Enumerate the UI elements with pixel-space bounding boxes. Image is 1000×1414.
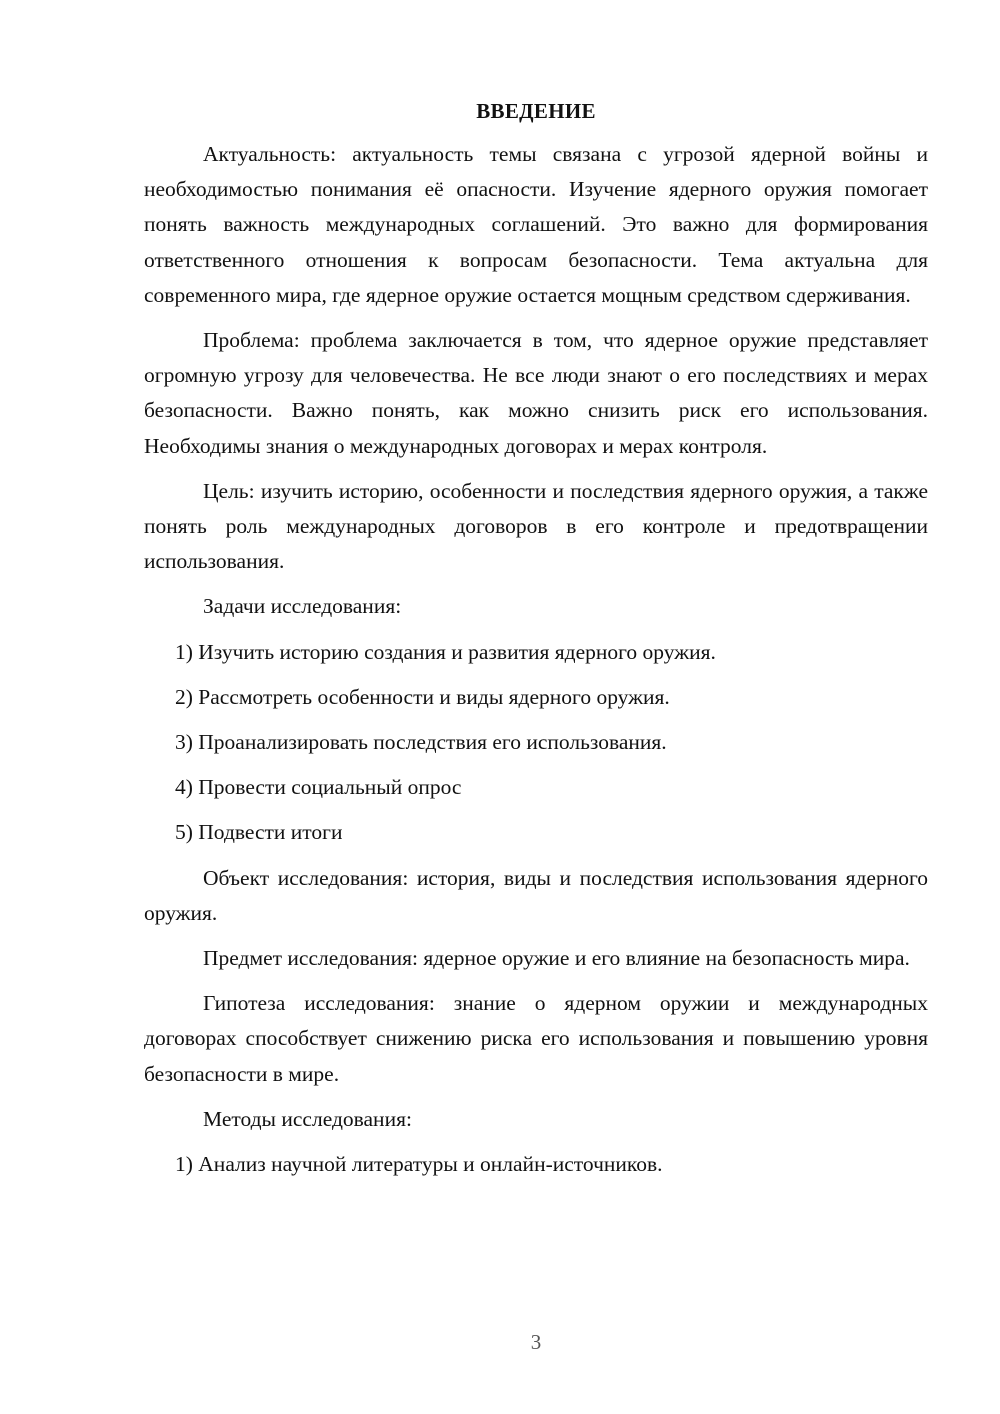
paragraph-problem: Проблема: проблема заключается в том, что ядерное оружие представляет огромную угрозу для человечества. Не все люди знают о его последствиях и мерах безопасности. Важно понять, как можно снизить риск его использования. Необходимы знания о международных договорах и мерах контроля.: [144, 328, 928, 458]
list-item: 1) Анализ научной литературы и онлайн-источников.: [175, 1152, 663, 1177]
tasks-heading: Задачи исследования:: [203, 594, 402, 619]
page-content: [144, 94, 928, 1182]
paragraph-object: Объект исследования: история, виды и последствия использования ядерного оружия.: [144, 865, 928, 925]
list-item: 3) Проанализировать последствия его использования.: [175, 730, 667, 755]
list-item: 2) Рассмотреть особенности и виды ядерного оружия.: [175, 684, 670, 709]
paragraph-subject: Предмет исследования: ядерное оружие и его влияние на безопасность мира.: [203, 946, 910, 971]
paragraph-relevance: Актуальность: актуальность темы связана с угрозой ядерной войны и необходимостью понимания её опасности. Изучение ядерного оружия помогает понять важность международных соглашений. Это важно для формирования ответственного отношения к вопросам безопасности. Тема актуальна для современного мира, где ядерное оружие остается мощным средством сдерживания.: [144, 142, 928, 307]
list-item: 5) Подвести итоги: [175, 820, 343, 845]
methods-heading: Методы исследования:: [203, 1106, 412, 1131]
paragraph-goal: Цель: изучить историю, особенности и последствия ядерного оружия, а также понять роль международных договоров в его контроле и предотвращении использования.: [144, 478, 928, 574]
paragraph-hypothesis: Гипотеза исследования: знание о ядерном оружии и международных договорах способствует снижению риска его использования и повышению уровня безопасности в мире.: [144, 991, 928, 1086]
methods-list: [144, 1147, 928, 1182]
list-item: 4) Провести социальный опрос: [175, 775, 462, 800]
page-number: 3: [530, 1330, 542, 1354]
tasks-list: [144, 635, 928, 851]
list-item: 1) Изучить историю создания и развития ядерного оружия.: [175, 639, 716, 664]
page-title: ВВЕДЕНИЕ: [476, 99, 596, 123]
